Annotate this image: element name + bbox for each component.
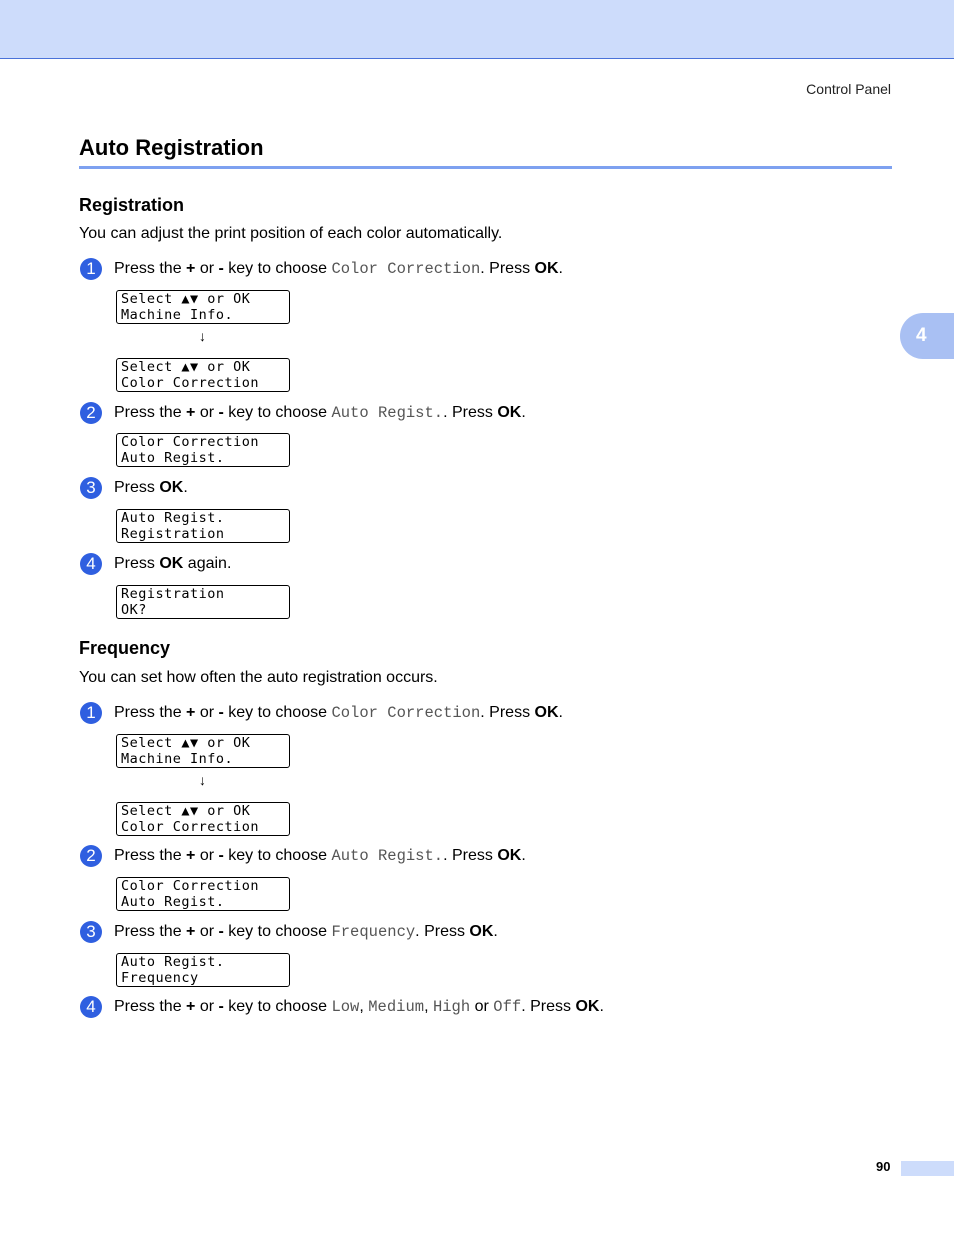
running-header: Control Panel [806, 81, 891, 97]
page-footer-bar [901, 1161, 954, 1176]
lcd-display: Auto Regist. Frequency [116, 953, 290, 987]
down-arrow-icon: ↓ [199, 328, 206, 344]
frequency-heading: Frequency [79, 638, 171, 658]
step-number-badge: 1 [80, 258, 102, 280]
step-number-badge: 2 [80, 845, 102, 867]
lcd-display: Color Correction Auto Regist. [116, 433, 290, 467]
page-title: Auto Registration [79, 135, 264, 160]
step-instruction: Press OK again. [114, 555, 232, 572]
down-arrow-icon: ↓ [199, 772, 206, 788]
frequency-intro: You can set how often the auto registration occurs. [79, 669, 438, 686]
step-number-badge: 3 [80, 921, 102, 943]
lcd-display: Select ▲▼ or OK Machine Info. [116, 290, 290, 324]
step-number-badge: 4 [80, 996, 102, 1018]
lcd-display: Registration OK? [116, 585, 290, 619]
step-instruction: Press the + or - key to choose Color Correction. Press OK. [114, 260, 563, 278]
step-instruction: Press the + or - key to choose Frequency. Press OK. [114, 923, 498, 941]
step-number-badge: 1 [80, 702, 102, 724]
lcd-display: Color Correction Auto Regist. [116, 877, 290, 911]
lcd-display: Select ▲▼ or OK Machine Info. [116, 734, 290, 768]
lcd-display: Select ▲▼ or OK Color Correction [116, 802, 290, 836]
registration-intro: You can adjust the print position of each color automatically. [79, 225, 503, 242]
page-number: 90 [876, 1159, 891, 1174]
chapter-tab[interactable]: 4 [900, 313, 954, 359]
step-number-badge: 4 [80, 553, 102, 575]
step-instruction: Press the + or - key to choose Color Correction. Press OK. [114, 704, 563, 722]
step-number-badge: 2 [80, 402, 102, 424]
top-banner [0, 0, 954, 59]
step-number-badge: 3 [80, 477, 102, 499]
step-instruction: Press the + or - key to choose Auto Regist.. Press OK. [114, 847, 526, 865]
step-instruction: Press the + or - key to choose Low, Medium, High or Off. Press OK. [114, 998, 604, 1016]
step-instruction: Press OK. [114, 479, 188, 496]
title-rule [79, 166, 892, 169]
lcd-display: Select ▲▼ or OK Color Correction [116, 358, 290, 392]
step-instruction: Press the + or - key to choose Auto Regist.. Press OK. [114, 404, 526, 422]
registration-heading: Registration [79, 195, 185, 215]
lcd-display: Auto Regist. Registration [116, 509, 290, 543]
